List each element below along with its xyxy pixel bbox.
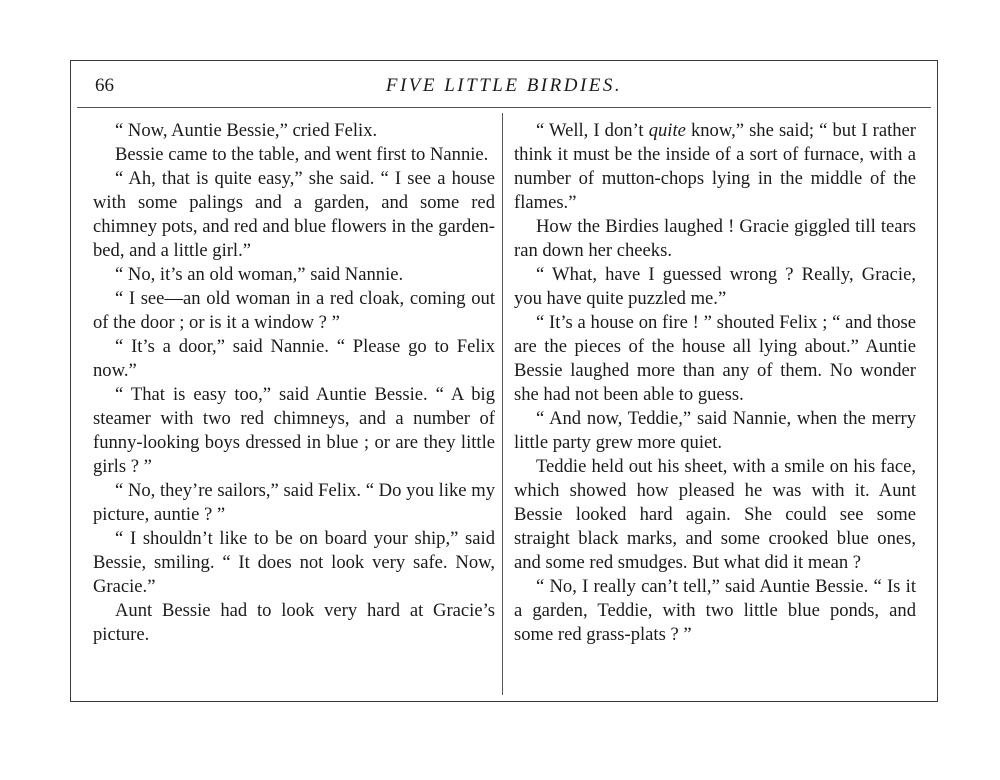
- paragraph: “ It’s a door,” said Nannie. “ Please go to Felix now.”: [93, 336, 495, 381]
- paragraph: “ Now, Auntie Bessie,” cried Felix.: [115, 120, 378, 141]
- paragraph: “ No, I really can’t tell,” said Auntie Bessie. “ Is it a garden, Teddie, with two little blue ponds, and some red grass-plats ? ”: [514, 576, 916, 645]
- text-run: “ Well, I don’t: [536, 120, 649, 141]
- paragraph: “ What, have I guessed wrong ? Really, Gracie, you have quite puzzled me.”: [514, 264, 916, 309]
- paragraph: How the Birdies laughed ! Gracie giggled till tears ran down her cheeks.: [514, 216, 916, 261]
- paragraph: “ It’s a house on fire ! ” shouted Felix ; “ and those are the pieces of the house all lying about.” Auntie Bessie laughed more than any of them. No wonder she had not been able to guess.: [514, 312, 916, 405]
- column-divider: [502, 113, 503, 695]
- running-title: FIVE LITTLE BIRDIES.: [385, 75, 623, 96]
- text-run: know,” she said; “ but I rather think it must be the inside of a sort of furnace, with a number of mutton-chops lying in the middle of the flames.”: [514, 120, 916, 213]
- paragraph: “ That is easy too,” said Auntie Bessie. “ A big steamer with two red chimneys, and a number of funny-looking boys dressed in blue ; or are they little girls ? ”: [93, 384, 495, 477]
- page-frame: [70, 60, 938, 702]
- page-header: [71, 61, 937, 107]
- paragraph: “ And now, Teddie,” said Nannie, when the merry little party grew more quiet.: [514, 408, 916, 453]
- paragraph: “ I see—an old woman in a red cloak, coming out of the door ; or is it a window ? ”: [93, 288, 495, 333]
- paragraph: Aunt Bessie had to look very hard at Gracie’s picture.: [93, 600, 495, 645]
- paragraph: Teddie held out his sheet, with a smile on his face, which showed how pleased he was with it. Aunt Bessie looked hard again. She could see some straight black marks, and some crooked blue ones, and some red smudges. But what did it mean ?: [514, 456, 916, 573]
- paragraph: “ I shouldn’t like to be on board your ship,” said Bessie, smiling. “ It does not look very safe. Now, Gracie.”: [93, 528, 495, 597]
- header-rule: [77, 107, 931, 108]
- right-column: [514, 119, 916, 647]
- paragraph: “ Ah, that is quite easy,” she said. “ I see a house with some palings and a garden, and some red chimney pots, and red and blue flowers in the garden-bed, and a little girl.”: [93, 168, 495, 261]
- page-number: 66: [95, 75, 114, 96]
- paragraph: [514, 119, 916, 215]
- paragraph: Bessie came to the table, and went first to Nannie.: [115, 144, 489, 165]
- paragraph: “ No, they’re sailors,” said Felix. “ Do you like my picture, auntie ? ”: [93, 480, 495, 525]
- italic-text: quite: [648, 120, 686, 141]
- left-column: [93, 119, 495, 647]
- paragraph: “ No, it’s an old woman,” said Nannie.: [115, 264, 404, 285]
